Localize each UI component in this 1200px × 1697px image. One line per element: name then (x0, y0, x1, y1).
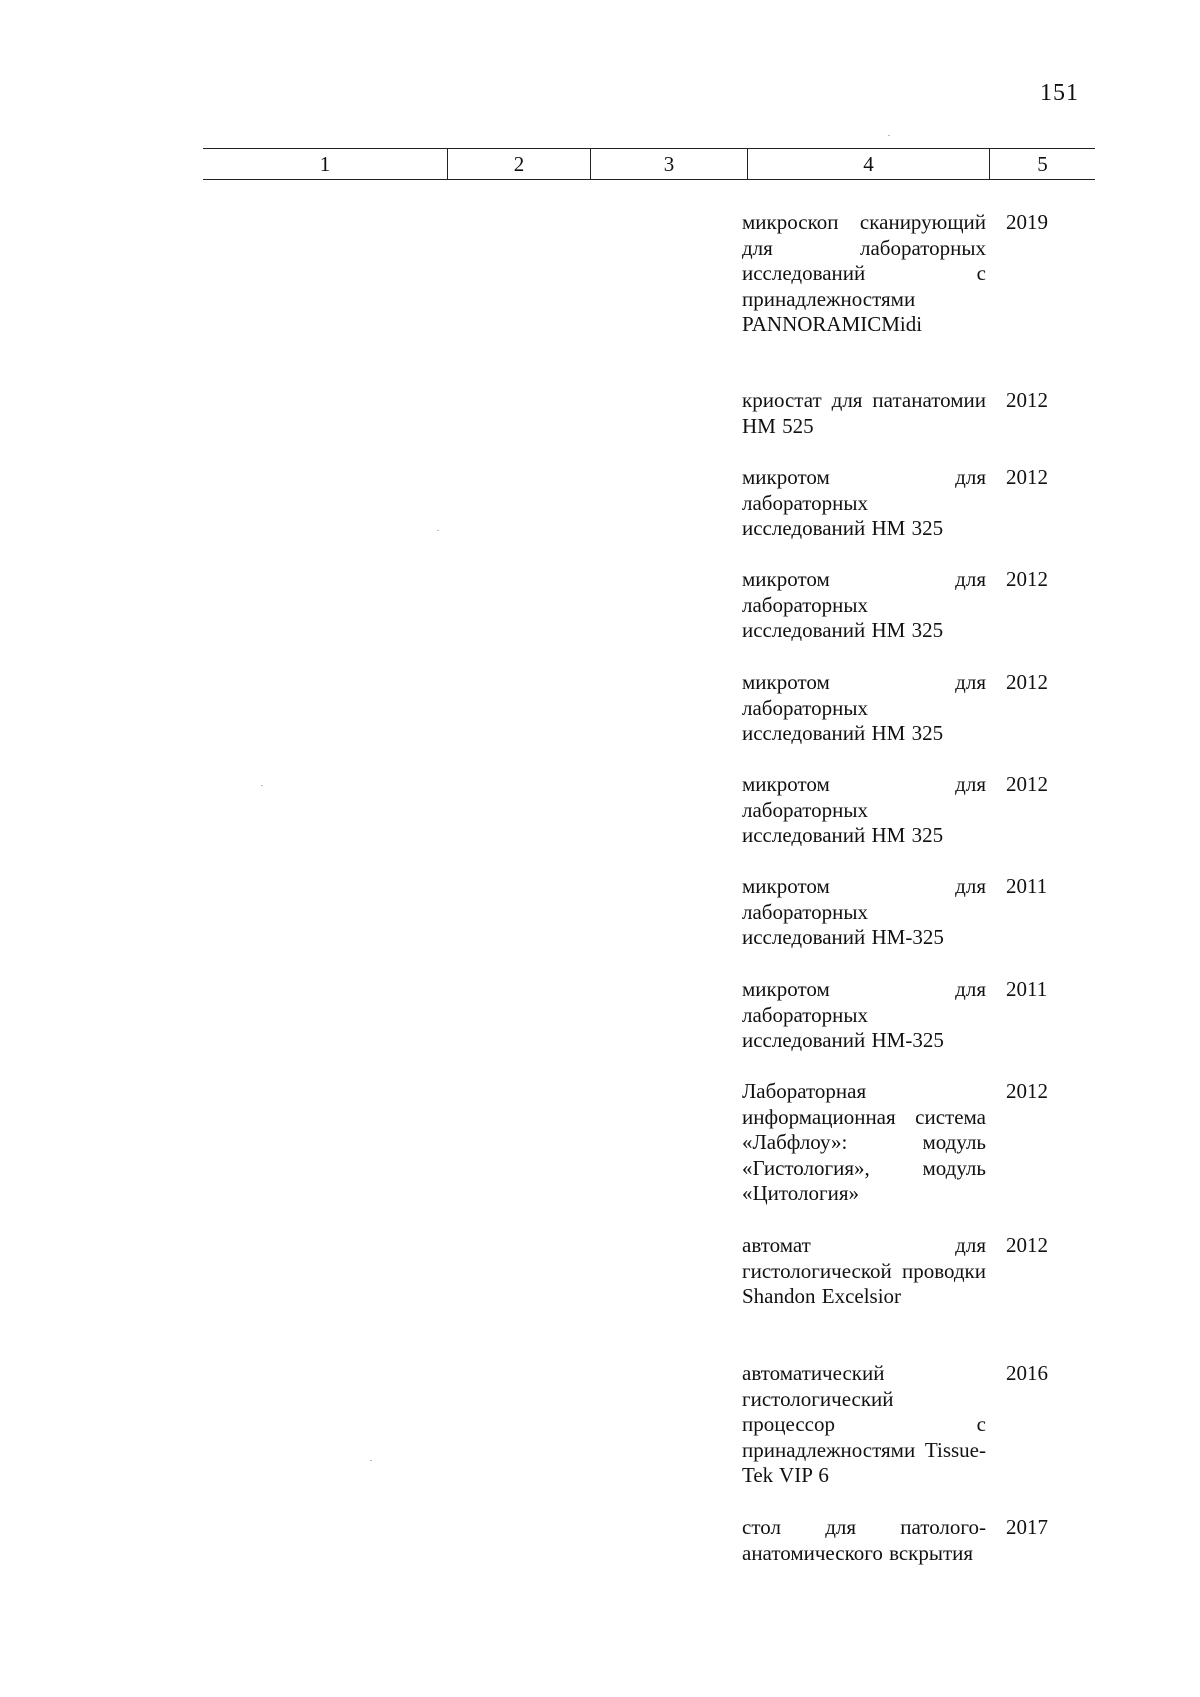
table-row (742, 465, 1112, 542)
column-header-3: 3 (591, 149, 748, 179)
equipment-year: 2012 (1006, 670, 1048, 694)
equipment-year: 2012 (1006, 772, 1048, 796)
table-row (742, 977, 1112, 1054)
equipment-year: 2012 (1006, 1233, 1048, 1257)
column-header-5: 5 (1037, 151, 1048, 176)
scan-speck (888, 135, 890, 136)
table-row (742, 1233, 1112, 1310)
equipment-year: 2012 (1006, 567, 1048, 591)
table-row (742, 567, 1112, 644)
equipment-name: стол для патолого-анатомического вскрытия (742, 1515, 986, 1565)
table-header (203, 148, 1095, 180)
column-header-2: 2 (448, 149, 591, 179)
table-row (742, 772, 1112, 849)
table-row (742, 670, 1112, 747)
page-number: 151 (1040, 80, 1079, 106)
equipment-name: автоматический гистологический процессор с принадлежностями Tissue-Tek VIP 6 (742, 1361, 986, 1487)
column-header-4: 4 (748, 149, 990, 179)
equipment-year: 2012 (1006, 388, 1048, 412)
scan-speck (437, 530, 439, 531)
table-row (742, 1515, 1112, 1566)
table-row (742, 388, 1112, 439)
equipment-name: микротом для лабораторных исследований HM-325 (742, 874, 986, 949)
equipment-year: 2012 (1006, 1079, 1048, 1103)
equipment-year: 2011 (1006, 874, 1048, 898)
equipment-year: 2016 (1006, 1361, 1048, 1385)
scan-speck (261, 785, 263, 786)
table-row (742, 210, 1112, 338)
table-row (742, 874, 1112, 951)
equipment-name: микротом для лабораторных исследований HM 325 (742, 670, 986, 745)
equipment-year: 2017 (1006, 1515, 1048, 1539)
equipment-year: 2019 (1006, 210, 1048, 234)
equipment-name: микроскоп сканирующий для лабораторных исследований с принадлежностями PANNORAMICMidi (742, 210, 986, 336)
column-header-1: 1 (203, 149, 448, 179)
table-row (742, 1361, 1112, 1489)
equipment-year: 2011 (1006, 977, 1048, 1001)
equipment-name: микротом для лабораторных исследований HM 325 (742, 465, 986, 540)
equipment-name: автомат для гистологической проводки Shandon Excelsior (742, 1233, 986, 1308)
equipment-name: Лабораторная информационная система «Лабфлоу»: модуль «Гистология», модуль «Цитология» (742, 1079, 986, 1205)
scan-speck (370, 1460, 372, 1461)
equipment-name: микротом для лабораторных исследований HM-325 (742, 977, 986, 1052)
equipment-name: микротом для лабораторных исследований HM 325 (742, 567, 986, 642)
equipment-name: микротом для лабораторных исследований HM 325 (742, 772, 986, 847)
equipment-year: 2012 (1006, 465, 1048, 489)
equipment-name: криостат для патанатомии HM 525 (742, 388, 986, 438)
table-row (742, 1079, 1112, 1207)
